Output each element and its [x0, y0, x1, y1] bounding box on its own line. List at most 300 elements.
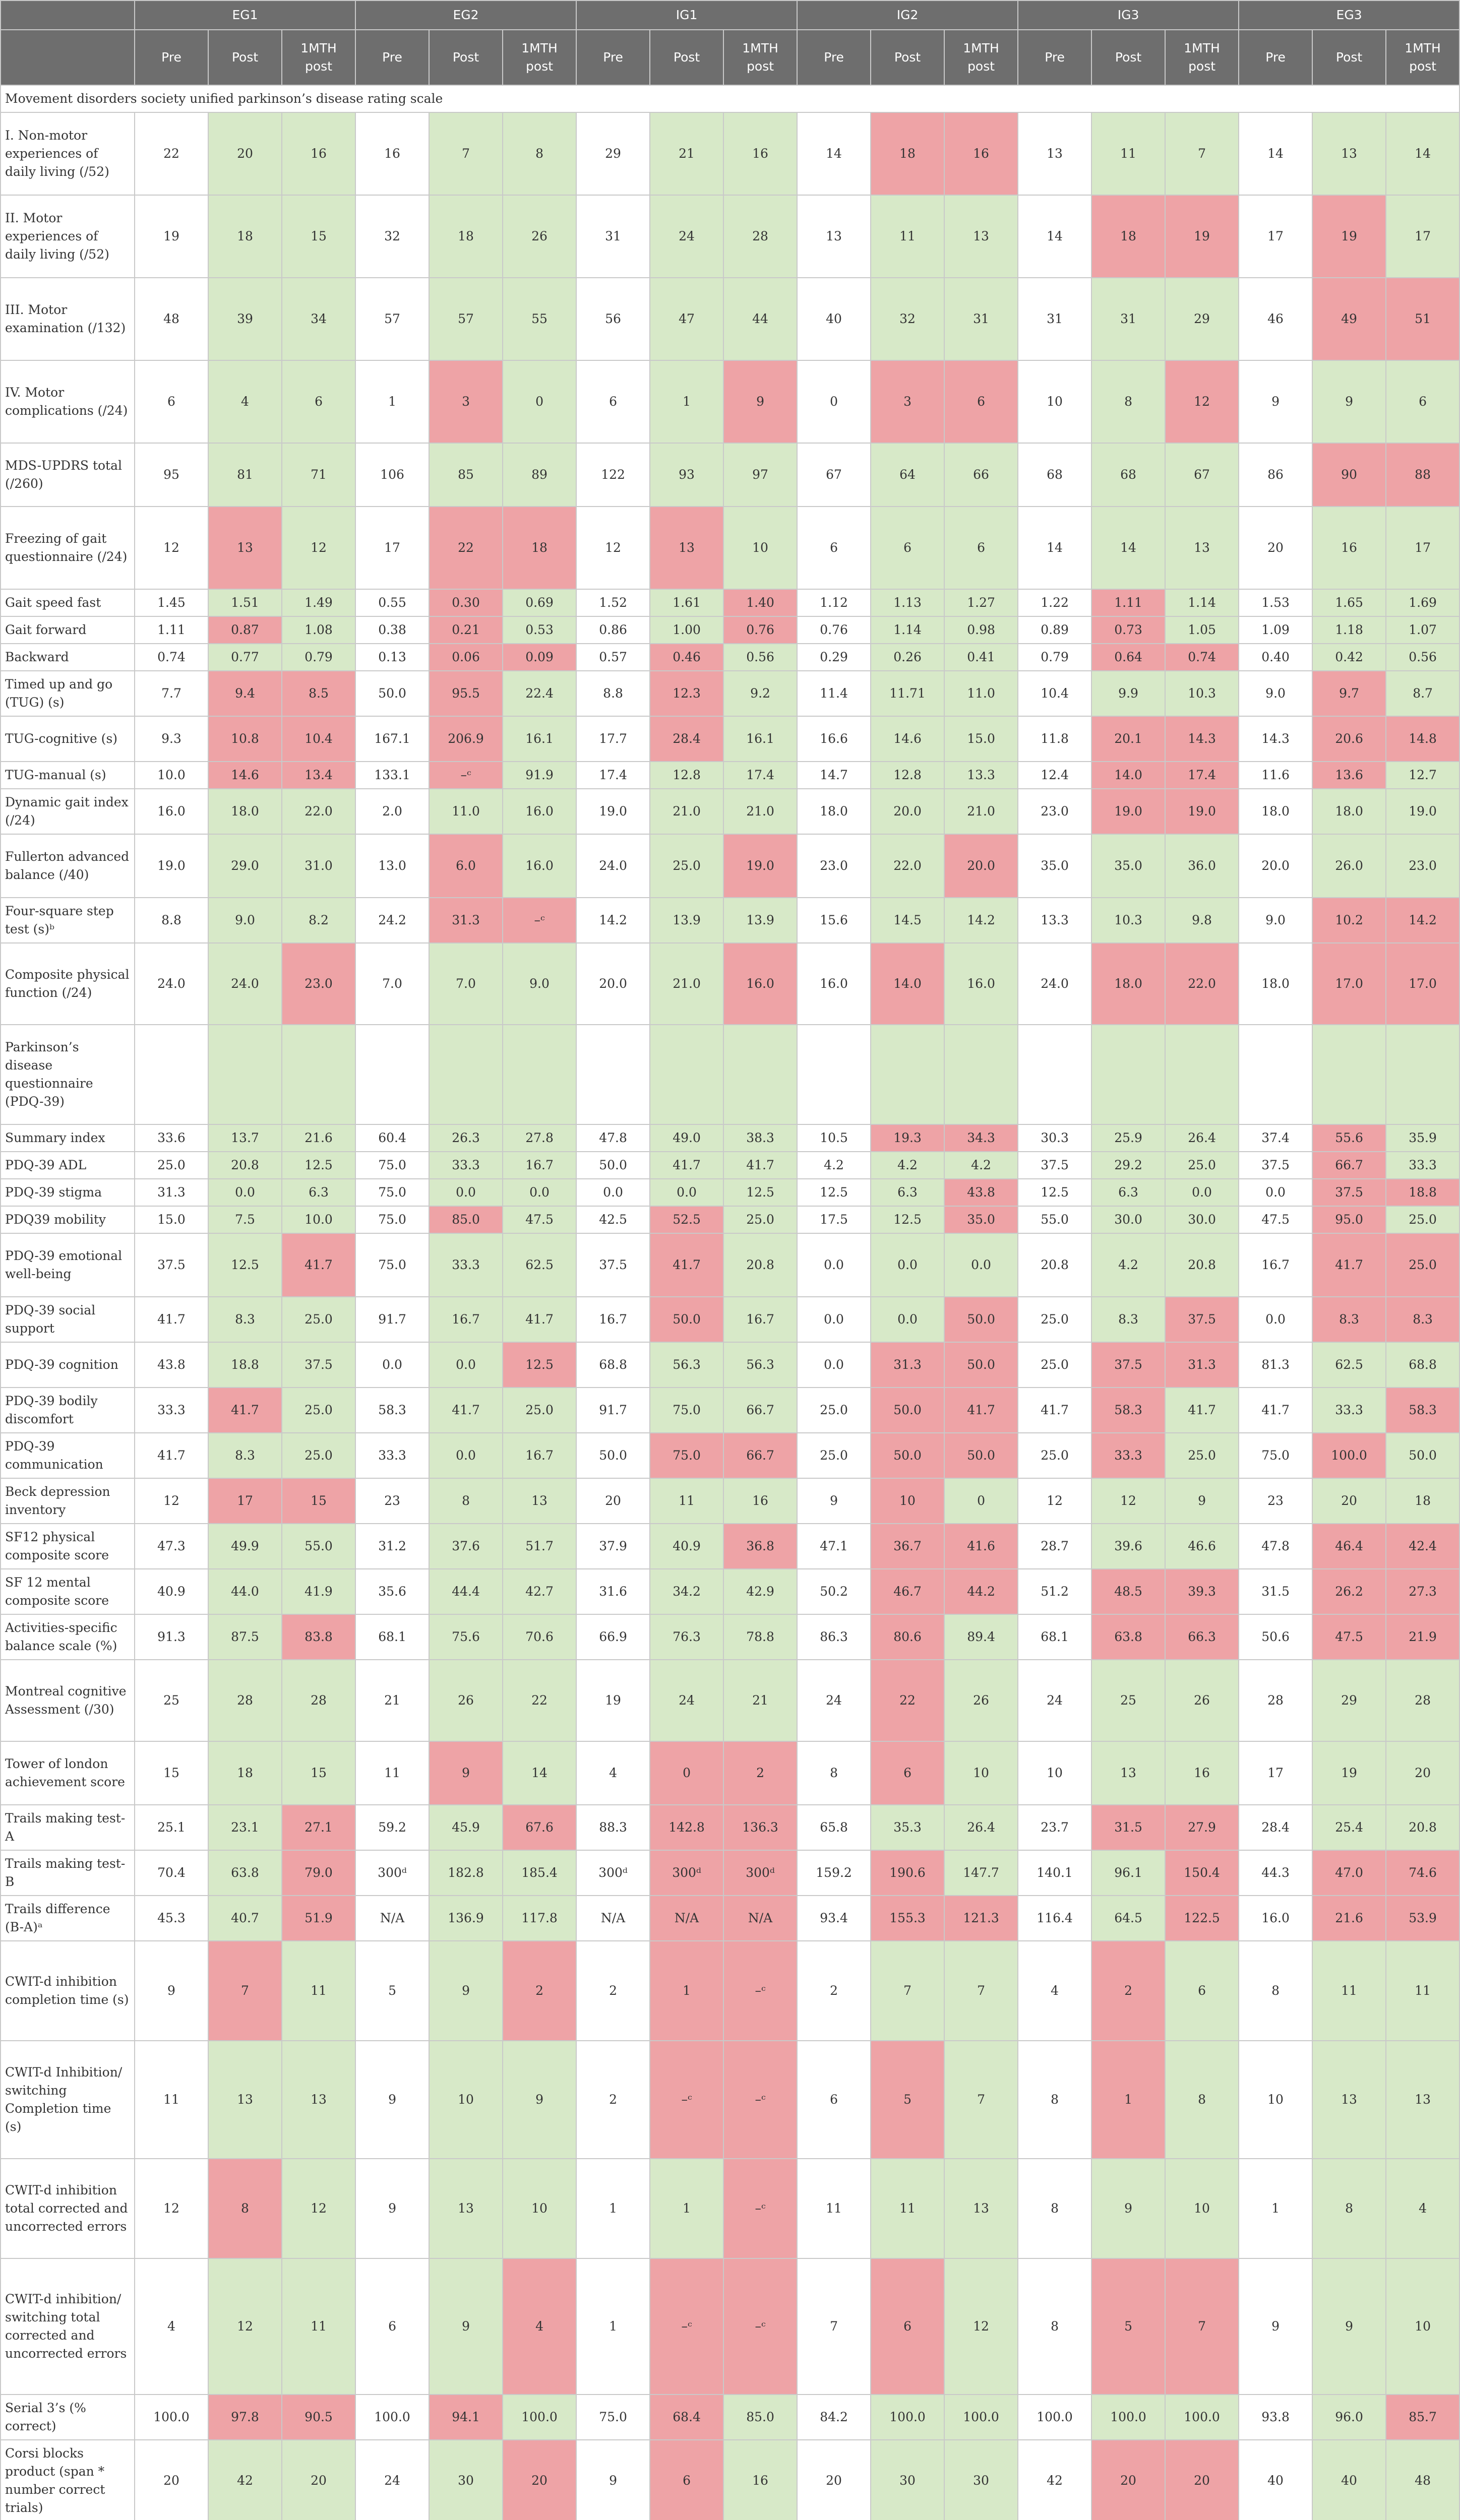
cell-improved: 11: [1312, 1941, 1386, 2041]
row-label: CWIT-d inhibition completion time (s): [1, 1941, 135, 2041]
cell-pre: 0.57: [576, 644, 650, 671]
row-label: Backward: [1, 644, 135, 671]
cell-improved: 1: [650, 2159, 723, 2258]
cell-improved: 20: [1386, 1741, 1459, 1805]
cell-pre: N/A: [576, 1896, 650, 1941]
cell-improved: 0.53: [503, 616, 576, 644]
cell-declined: 66.3: [1165, 1614, 1239, 1660]
table-row: [1, 1152, 1459, 1179]
cell-declined: 50.0: [650, 1297, 723, 1342]
cell-declined: –ᶜ: [723, 1941, 797, 2041]
cell-pre: 8.8: [135, 898, 208, 943]
cell-improved: 6: [282, 360, 355, 443]
cell-improved: 25.0: [1165, 1433, 1239, 1478]
cell-declined: 50.0: [871, 1433, 944, 1478]
cell-declined: 6: [944, 360, 1018, 443]
cell-pre: 140.1: [1018, 1850, 1091, 1896]
cell-pre: 1: [576, 2159, 650, 2258]
cell-pre: 41.7: [135, 1433, 208, 1478]
row-label: PDQ-39 emotional well-being: [1, 1233, 135, 1297]
cell-improved: 29: [1312, 1660, 1386, 1741]
cell-pre: 47.8: [1239, 1524, 1312, 1569]
cell-declined: 10.4: [282, 716, 355, 762]
cell-declined: 12.3: [650, 671, 723, 716]
cell-improved: 97: [723, 443, 797, 507]
cell-improved: 26: [503, 195, 576, 278]
cell-declined: 2: [723, 1741, 797, 1805]
cell-improved: [650, 1025, 723, 1124]
cell-improved: 34: [282, 278, 355, 360]
cell-improved: 11.0: [944, 671, 1018, 716]
cell-declined: 142.8: [650, 1805, 723, 1850]
cell-improved: 100.0: [871, 2395, 944, 2440]
row-label: III. Motor examination (/132): [1, 278, 135, 360]
cell-improved: 0.56: [723, 644, 797, 671]
row-label: TUG-cognitive (s): [1, 716, 135, 762]
cell-improved: 136.9: [429, 1896, 503, 1941]
cell-declined: 300ᵈ: [723, 1850, 797, 1896]
cell-improved: 71: [282, 443, 355, 507]
row-label: CWIT-d inhibition/ switching total corrected and uncorrected errors: [1, 2258, 135, 2395]
cell-improved: 42.7: [503, 1569, 576, 1614]
group-header: IG1: [576, 1, 797, 30]
cell-pre: 13: [1018, 112, 1091, 195]
cell-pre: 14: [797, 112, 871, 195]
cell-declined: 100.0: [1312, 1433, 1386, 1478]
cell-improved: 66.7: [723, 1388, 797, 1433]
cell-pre: 16: [355, 112, 429, 195]
table-row: [1, 360, 1459, 443]
cell-declined: 90: [1312, 443, 1386, 507]
cell-improved: 85.0: [723, 2395, 797, 2440]
row-label: Four-square step test (s)ᵇ: [1, 898, 135, 943]
cell-improved: 49.9: [208, 1524, 282, 1569]
subcol-header: Pre: [135, 30, 208, 85]
cell-pre: 0.0: [355, 1342, 429, 1388]
group-header: EG2: [355, 1, 576, 30]
cell-improved: [723, 1025, 797, 1124]
row-label: PDQ-39 stigma: [1, 1179, 135, 1206]
cell-improved: 30.0: [1165, 1206, 1239, 1233]
table-row: [1, 1805, 1459, 1850]
cell-improved: 8.7: [1386, 671, 1459, 716]
cell-pre: 15.0: [135, 1206, 208, 1233]
cell-pre: 0.76: [797, 616, 871, 644]
section-label: Movement disorders society unified parkinson’s disease rating scale: [1, 85, 1459, 112]
table-row: [1, 589, 1459, 616]
table-row: [1, 1025, 1459, 1124]
cell-improved: 29.2: [1091, 1152, 1165, 1179]
cell-improved: 9: [429, 2258, 503, 2395]
cell-pre: 31: [576, 195, 650, 278]
cell-improved: 29.0: [208, 834, 282, 898]
cell-improved: 16.7: [503, 1152, 576, 1179]
cell-improved: 36.0: [1165, 834, 1239, 898]
cell-improved: 44.0: [208, 1569, 282, 1614]
cell-declined: 43.8: [944, 1179, 1018, 1206]
cell-pre: 2: [797, 1941, 871, 2041]
cell-improved: 1.65: [1312, 589, 1386, 616]
cell-improved: 13.7: [208, 1124, 282, 1152]
cell-improved: 96.1: [1091, 1850, 1165, 1896]
cell-improved: 0.0: [871, 1233, 944, 1297]
cell-improved: 9: [1312, 2258, 1386, 2395]
cell-improved: 10.3: [1165, 671, 1239, 716]
cell-improved: 13: [1312, 2041, 1386, 2159]
cell-declined: 9: [723, 360, 797, 443]
cell-pre: 17: [1239, 1741, 1312, 1805]
cell-improved: 14.2: [944, 898, 1018, 943]
cell-improved: 7: [944, 2041, 1018, 2159]
table-body: [1, 85, 1459, 2520]
cell-declined: 0.46: [650, 644, 723, 671]
cell-pre: 35.0: [1018, 834, 1091, 898]
cell-declined: 12.5: [503, 1342, 576, 1388]
cell-pre: 0.13: [355, 644, 429, 671]
cell-declined: 55.6: [1312, 1124, 1386, 1152]
cell-declined: 12: [1165, 360, 1239, 443]
cell-improved: 11.71: [871, 671, 944, 716]
cell-improved: 22.0: [282, 789, 355, 834]
cell-declined: 0.76: [723, 616, 797, 644]
cell-pre: 47.3: [135, 1524, 208, 1569]
cell-declined: 90.5: [282, 2395, 355, 2440]
cell-improved: 7: [1165, 112, 1239, 195]
cell-pre: 24: [797, 1660, 871, 1741]
cell-pre: 20: [576, 1478, 650, 1524]
group-header: IG2: [797, 1, 1018, 30]
cell-improved: 10: [723, 507, 797, 589]
cell-pre: 10.0: [135, 762, 208, 789]
cell-declined: 75.0: [650, 1433, 723, 1478]
cell-declined: 8.3: [1386, 1297, 1459, 1342]
cell-improved: 4.2: [1091, 1233, 1165, 1297]
cell-declined: 28.4: [650, 716, 723, 762]
cell-declined: 79.0: [282, 1850, 355, 1896]
cell-improved: 26: [429, 1660, 503, 1741]
cell-pre: 65.8: [797, 1805, 871, 1850]
cell-improved: 12.8: [650, 762, 723, 789]
cell-improved: 26: [944, 1660, 1018, 1741]
cell-declined: 85.0: [429, 1206, 503, 1233]
cell-improved: 7: [944, 1941, 1018, 2041]
cell-declined: –ᶜ: [723, 2041, 797, 2159]
cell-improved: 16: [723, 1478, 797, 1524]
cell-improved: 91.9: [503, 762, 576, 789]
cell-pre: [797, 1025, 871, 1124]
cell-declined: 50.0: [871, 1388, 944, 1433]
cell-pre: 13: [797, 195, 871, 278]
cell-improved: 0.79: [282, 644, 355, 671]
cell-declined: 10.2: [1312, 898, 1386, 943]
row-label: II. Motor experiences of daily living (/52): [1, 195, 135, 278]
cell-pre: 81.3: [1239, 1342, 1312, 1388]
cell-declined: 66.7: [1312, 1152, 1386, 1179]
subcol-header: 1MTH post: [723, 30, 797, 85]
cell-improved: 8.3: [208, 1297, 282, 1342]
cell-improved: 1.14: [871, 616, 944, 644]
cell-improved: 47.5: [503, 1206, 576, 1233]
cell-pre: 16.7: [1239, 1233, 1312, 1297]
cell-improved: 12.8: [871, 762, 944, 789]
cell-improved: 25: [1091, 1660, 1165, 1741]
cell-improved: [871, 1025, 944, 1124]
cell-pre: 19.0: [576, 789, 650, 834]
cell-improved: 0.0: [1165, 1179, 1239, 1206]
cell-improved: 12.5: [208, 1233, 282, 1297]
cell-pre: 10: [1018, 360, 1091, 443]
cell-improved: 50.0: [1386, 1433, 1459, 1478]
cell-improved: [208, 1025, 282, 1124]
cell-pre: 21: [355, 1660, 429, 1741]
cell-improved: 25.4: [1312, 1805, 1386, 1850]
cell-improved: 8.3: [208, 1433, 282, 1478]
cell-improved: 68: [1091, 443, 1165, 507]
cell-improved: 16.7: [723, 1297, 797, 1342]
cell-pre: 20: [1239, 507, 1312, 589]
cell-pre: 0.0: [797, 1233, 871, 1297]
cell-pre: 11.6: [1239, 762, 1312, 789]
cell-improved: 14.5: [871, 898, 944, 943]
cell-declined: 80.6: [871, 1614, 944, 1660]
cell-improved: [1091, 1025, 1165, 1124]
cell-improved: 41.7: [503, 1297, 576, 1342]
cell-pre: 68.1: [1018, 1614, 1091, 1660]
cell-improved: 93: [650, 443, 723, 507]
cell-pre: 31.5: [1239, 1569, 1312, 1614]
cell-pre: 95: [135, 443, 208, 507]
cell-improved: 0.0: [208, 1179, 282, 1206]
cell-improved: 10.0: [282, 1206, 355, 1233]
cell-pre: 1.12: [797, 589, 871, 616]
cell-improved: 10: [944, 1741, 1018, 1805]
cell-pre: 75.0: [355, 1233, 429, 1297]
cell-pre: 32: [355, 195, 429, 278]
cell-pre: 11: [355, 1741, 429, 1805]
cell-improved: 13: [1386, 2041, 1459, 2159]
table-row: [1, 1741, 1459, 1805]
cell-pre: 9: [135, 1941, 208, 2041]
cell-pre: 0.55: [355, 589, 429, 616]
cell-improved: 20.0: [871, 789, 944, 834]
cell-improved: 21.0: [944, 789, 1018, 834]
cell-pre: 50.0: [576, 1152, 650, 1179]
cell-improved: 21.0: [650, 943, 723, 1025]
group-header: EG3: [1239, 1, 1459, 30]
cell-pre: 35.6: [355, 1569, 429, 1614]
row-label: PDQ-39 social support: [1, 1297, 135, 1342]
cell-declined: 31.3: [429, 898, 503, 943]
cell-pre: 167.1: [355, 716, 429, 762]
cell-declined: 47.0: [1312, 1850, 1386, 1896]
cell-pre: 9.3: [135, 716, 208, 762]
table-row: [1, 789, 1459, 834]
cell-improved: 11: [282, 1941, 355, 2041]
cell-improved: 13: [944, 2159, 1018, 2258]
table-row: [1, 644, 1459, 671]
cell-improved: 20.8: [1165, 1233, 1239, 1297]
cell-pre: 100.0: [1018, 2395, 1091, 2440]
cell-pre: 25.0: [1018, 1297, 1091, 1342]
cell-improved: 67: [1165, 443, 1239, 507]
cell-declined: 14.3: [1165, 716, 1239, 762]
cell-pre: 100.0: [355, 2395, 429, 2440]
cell-pre: 19.0: [135, 834, 208, 898]
cell-pre: 11.8: [1018, 716, 1091, 762]
cell-pre: 58.3: [355, 1388, 429, 1433]
row-label: Fullerton advanced balance (/40): [1, 834, 135, 898]
cell-pre: 31.2: [355, 1524, 429, 1569]
cell-improved: 19: [1312, 1741, 1386, 1805]
cell-pre: 18.0: [1239, 789, 1312, 834]
cell-improved: 29: [1165, 278, 1239, 360]
cell-pre: 17.5: [797, 1206, 871, 1233]
cell-improved: 0.42: [1312, 644, 1386, 671]
table-row: [1, 716, 1459, 762]
cell-declined: 15: [282, 1478, 355, 1524]
cell-improved: 35.9: [1386, 1124, 1459, 1152]
cell-improved: 39: [208, 278, 282, 360]
cell-pre: 13.0: [355, 834, 429, 898]
cell-declined: 19.3: [871, 1124, 944, 1152]
cell-declined: 41.7: [944, 1388, 1018, 1433]
cell-improved: 17: [1386, 507, 1459, 589]
cell-improved: 182.8: [429, 1850, 503, 1896]
cell-declined: –ᶜ: [650, 2258, 723, 2395]
row-label: Summary index: [1, 1124, 135, 1152]
table-row: [1, 2258, 1459, 2395]
cell-improved: 56.3: [650, 1342, 723, 1388]
cell-improved: 18: [208, 195, 282, 278]
cell-declined: 20: [1165, 2440, 1239, 2520]
cell-improved: 1.00: [650, 616, 723, 644]
cell-improved: 26.0: [1312, 834, 1386, 898]
cell-declined: 121.3: [944, 1896, 1018, 1941]
cell-improved: [503, 1025, 576, 1124]
cell-declined: –ᶜ: [503, 898, 576, 943]
subcol-header: Pre: [797, 30, 871, 85]
cell-declined: 31.3: [1165, 1342, 1239, 1388]
cell-improved: 37.6: [429, 1524, 503, 1569]
cell-improved: 10: [429, 2041, 503, 2159]
table-row: [1, 1206, 1459, 1233]
cell-improved: 34.2: [650, 1569, 723, 1614]
cell-declined: 17.0: [1386, 943, 1459, 1025]
cell-declined: 37.5: [1165, 1297, 1239, 1342]
cell-declined: 35.0: [944, 1206, 1018, 1233]
cell-improved: 100.0: [1091, 2395, 1165, 2440]
cell-improved: 26: [1165, 1660, 1239, 1741]
cell-pre: 5: [355, 1941, 429, 2041]
cell-improved: 22: [503, 1660, 576, 1741]
cell-pre: 24.0: [135, 943, 208, 1025]
row-label: PDQ-39 cognition: [1, 1342, 135, 1388]
cell-declined: 51.9: [282, 1896, 355, 1941]
cell-pre: 25.0: [1018, 1433, 1091, 1478]
cell-improved: 12: [1091, 1478, 1165, 1524]
table-row: [1, 898, 1459, 943]
cell-pre: 9: [355, 2041, 429, 2159]
cell-pre: 75.0: [1239, 1433, 1312, 1478]
row-label: CWIT-d Inhibition/ switching Completion time (s): [1, 2041, 135, 2159]
row-label: PDQ-39 ADL: [1, 1152, 135, 1179]
cell-declined: –ᶜ: [723, 2258, 797, 2395]
cell-pre: 6: [355, 2258, 429, 2395]
cell-pre: 8: [1018, 2258, 1091, 2395]
cell-improved: 42.9: [723, 1569, 797, 1614]
cell-declined: 13: [208, 507, 282, 589]
row-label: MDS-UPDRS total (/260): [1, 443, 135, 507]
cell-declined: 51: [1386, 278, 1459, 360]
cell-declined: 1.11: [1091, 589, 1165, 616]
cell-improved: 15: [282, 1741, 355, 1805]
cell-improved: 147.7: [944, 1850, 1018, 1896]
cell-pre: 24: [355, 2440, 429, 2520]
cell-improved: 48: [1386, 2440, 1459, 2520]
cell-declined: 16: [944, 112, 1018, 195]
cell-declined: 5: [871, 2041, 944, 2159]
cell-pre: 91.3: [135, 1614, 208, 1660]
cell-improved: 20: [208, 112, 282, 195]
cell-pre: 6: [797, 2041, 871, 2159]
cell-declined: 300ᵈ: [650, 1850, 723, 1896]
cell-improved: 11: [871, 2159, 944, 2258]
subcol-header: 1MTH post: [282, 30, 355, 85]
cell-improved: 13: [1165, 507, 1239, 589]
cell-pre: 12: [135, 1478, 208, 1524]
cell-improved: [429, 1025, 503, 1124]
cell-declined: 0: [650, 1741, 723, 1805]
cell-declined: 3: [871, 360, 944, 443]
cell-pre: 24.0: [576, 834, 650, 898]
cell-improved: 0.77: [208, 644, 282, 671]
cell-pre: 15: [135, 1741, 208, 1805]
cell-pre: 37.5: [1018, 1152, 1091, 1179]
cell-improved: 16.1: [723, 716, 797, 762]
cell-pre: 40: [797, 278, 871, 360]
cell-pre: 16.0: [1239, 1896, 1312, 1941]
cell-pre: 42.5: [576, 1206, 650, 1233]
cell-improved: 13: [1091, 1741, 1165, 1805]
cell-declined: 1: [1091, 2041, 1165, 2159]
cell-improved: 100.0: [503, 2395, 576, 2440]
cell-improved: 4: [1386, 2159, 1459, 2258]
cell-declined: 31.5: [1091, 1805, 1165, 1850]
cell-pre: 7.7: [135, 671, 208, 716]
table-row: [1, 834, 1459, 898]
cell-improved: 32: [871, 278, 944, 360]
cell-improved: 9: [1165, 1478, 1239, 1524]
row-label: Trails making test-B: [1, 1850, 135, 1896]
cell-pre: 20.8: [1018, 1233, 1091, 1297]
cell-improved: 6.3: [871, 1179, 944, 1206]
table-row: [1, 2159, 1459, 2258]
table-row: [1, 2395, 1459, 2440]
subcol-header: Pre: [1018, 30, 1091, 85]
row-label: Corsi blocks product (span * number correct trials): [1, 2440, 135, 2520]
cell-improved: 26.4: [944, 1805, 1018, 1850]
cell-pre: [1018, 1025, 1091, 1124]
cell-pre: 122: [576, 443, 650, 507]
cell-improved: 19.0: [1386, 789, 1459, 834]
corner-cell: [1, 1, 135, 30]
cell-improved: 1.18: [1312, 616, 1386, 644]
cell-pre: 59.2: [355, 1805, 429, 1850]
cell-pre: 16.6: [797, 716, 871, 762]
table-row: [1, 1614, 1459, 1660]
cell-improved: 41.7: [723, 1152, 797, 1179]
cell-pre: 1.09: [1239, 616, 1312, 644]
